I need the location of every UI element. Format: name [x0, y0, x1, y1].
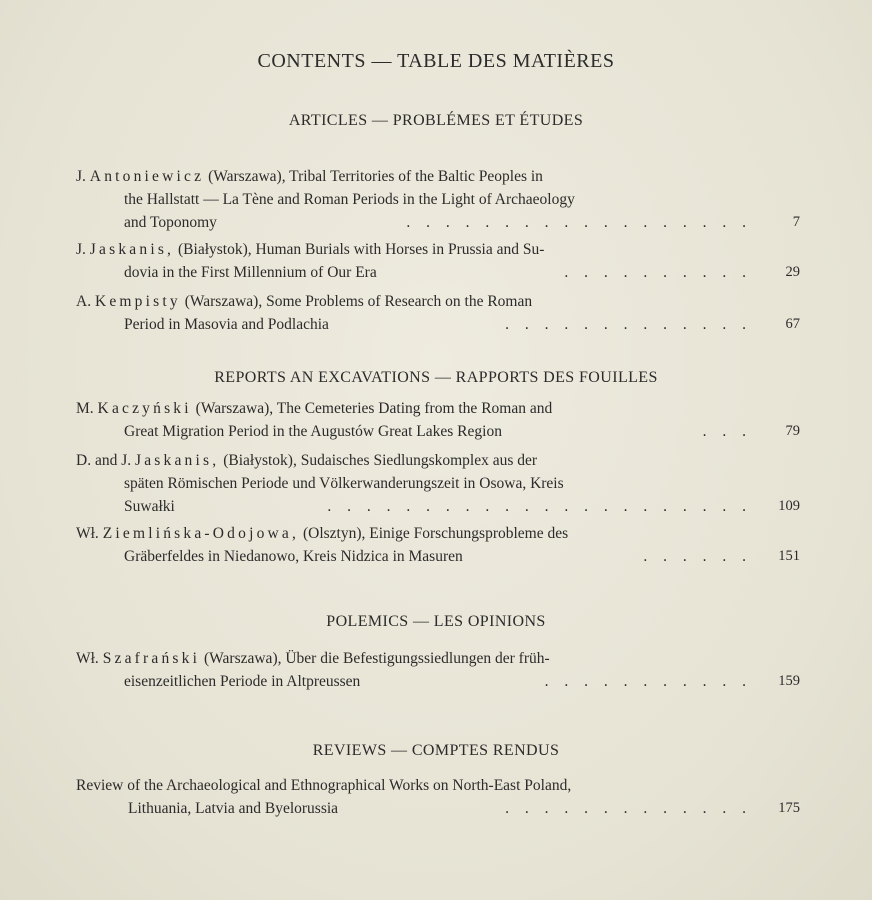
author-initial: A.	[76, 293, 92, 310]
author-name: Szafrański	[102, 650, 201, 667]
author-name: Ziemlińska-Odojowa,	[102, 525, 300, 542]
entry-title-line: dovia in the First Millennium of Our Era	[124, 264, 377, 281]
entry-title-line: (Warszawa), Tribal Territories of the Baltic Peoples in	[208, 168, 543, 185]
toc-entry-review	[76, 774, 800, 820]
page-number: 79	[785, 423, 800, 439]
entry-title-line: (Białystok), Human Burials with Horses in Prussia and Su-	[178, 241, 545, 258]
toc-entry-szafranski	[76, 647, 800, 693]
page-number: 109	[778, 498, 800, 514]
dot-leader: . . .	[702, 423, 752, 440]
entry-title-line: Period in Masovia and Podlachia	[124, 316, 329, 333]
dot-leader: . . . . . . . . . . . . .	[505, 316, 752, 333]
entry-title-line: the Hallstatt — La Tène and Roman Periods in the Light of Archaeology	[124, 191, 575, 208]
dot-leader: . . . . . . . . . . . . . . . . . . . . . .	[327, 498, 752, 515]
dot-leader: . . . . . . . . . . .	[544, 673, 752, 690]
page-number: 159	[778, 673, 800, 689]
author-initial: M.	[76, 400, 94, 417]
toc-entry-antoniewicz	[76, 165, 800, 234]
author-initial: Wł.	[76, 525, 99, 542]
page-number: 29	[785, 264, 800, 280]
author-name: Kempisty	[94, 293, 181, 310]
entry-title-line: (Olsztyn), Einige Forschungsprobleme des	[302, 525, 569, 542]
toc-entry-d-and-j-jaskanis	[76, 449, 800, 518]
author-name: Antoniewicz	[89, 168, 205, 185]
page-title: CONTENTS — TABLE DES MATIÈRES	[257, 50, 615, 72]
entry-title-line: Lithuania, Latvia and Byelorussia	[128, 800, 339, 817]
page-number: 175	[778, 800, 800, 816]
dot-leader: . . . . . . . . . . . . . . . . . .	[406, 214, 752, 231]
section-heading-polemics: POLEMICS — LES OPINIONS	[326, 613, 546, 630]
entry-title-line: späten Römischen Periode und Völkerwanderungszeit in Osowa, Kreis	[124, 475, 564, 492]
author-initial: D. and J.	[76, 452, 132, 469]
entry-title-line: Gräberfeldes in Niedanowo, Kreis Nidzica in Masuren	[124, 548, 463, 565]
toc-entry-jaskanis	[76, 238, 800, 284]
dot-leader: . . . . . . . . . . . . .	[505, 800, 752, 817]
page-number: 67	[785, 316, 800, 332]
toc-entry-ziemlinska-odojowa	[76, 522, 800, 568]
entry-title-line: Suwałki	[124, 498, 175, 515]
entry-title-line: and Toponomy	[124, 214, 217, 231]
author-name: Kaczyński	[97, 400, 192, 417]
section-heading-articles: ARTICLES — PROBLÉMES ET ÉTUDES	[288, 112, 584, 129]
section-heading-reviews: REVIEWS — COMPTES RENDUS	[312, 742, 560, 759]
toc-entry-kaczynski	[76, 397, 800, 443]
author-initial: Wł.	[76, 650, 99, 667]
author-name: Jaskanis,	[134, 452, 220, 469]
dot-leader: . . . . . .	[643, 548, 752, 565]
dot-leader: . . . . . . . . . .	[564, 264, 752, 281]
entry-title-line: Great Migration Period in the Augustów Great Lakes Region	[124, 423, 502, 440]
entry-title-line: Review of the Archaeological and Ethnographical Works on North-East Poland,	[76, 777, 572, 794]
entry-title-line: (Warszawa), Some Problems of Research on the Roman	[184, 293, 533, 310]
author-initial: J.	[76, 168, 86, 185]
author-initial: J.	[76, 241, 86, 258]
section-heading-reports: REPORTS AN EXCAVATIONS — RAPPORTS DES FOUILLES	[214, 369, 658, 386]
entry-title-line: (Białystok), Sudaisches Siedlungskomplex aus der	[223, 452, 538, 469]
page-number: 7	[792, 214, 800, 230]
entry-title-line: (Warszawa), The Cemeteries Dating from the Roman and	[195, 400, 553, 417]
entry-title-line: (Warszawa), Über die Befestigungssiedlungen der früh-	[203, 650, 550, 667]
author-name: Jaskanis,	[89, 241, 175, 258]
entry-title-line: eisenzeitlichen Periode in Altpreussen	[124, 673, 361, 690]
toc-entry-kempisty	[76, 290, 800, 336]
page-number: 151	[778, 548, 800, 564]
